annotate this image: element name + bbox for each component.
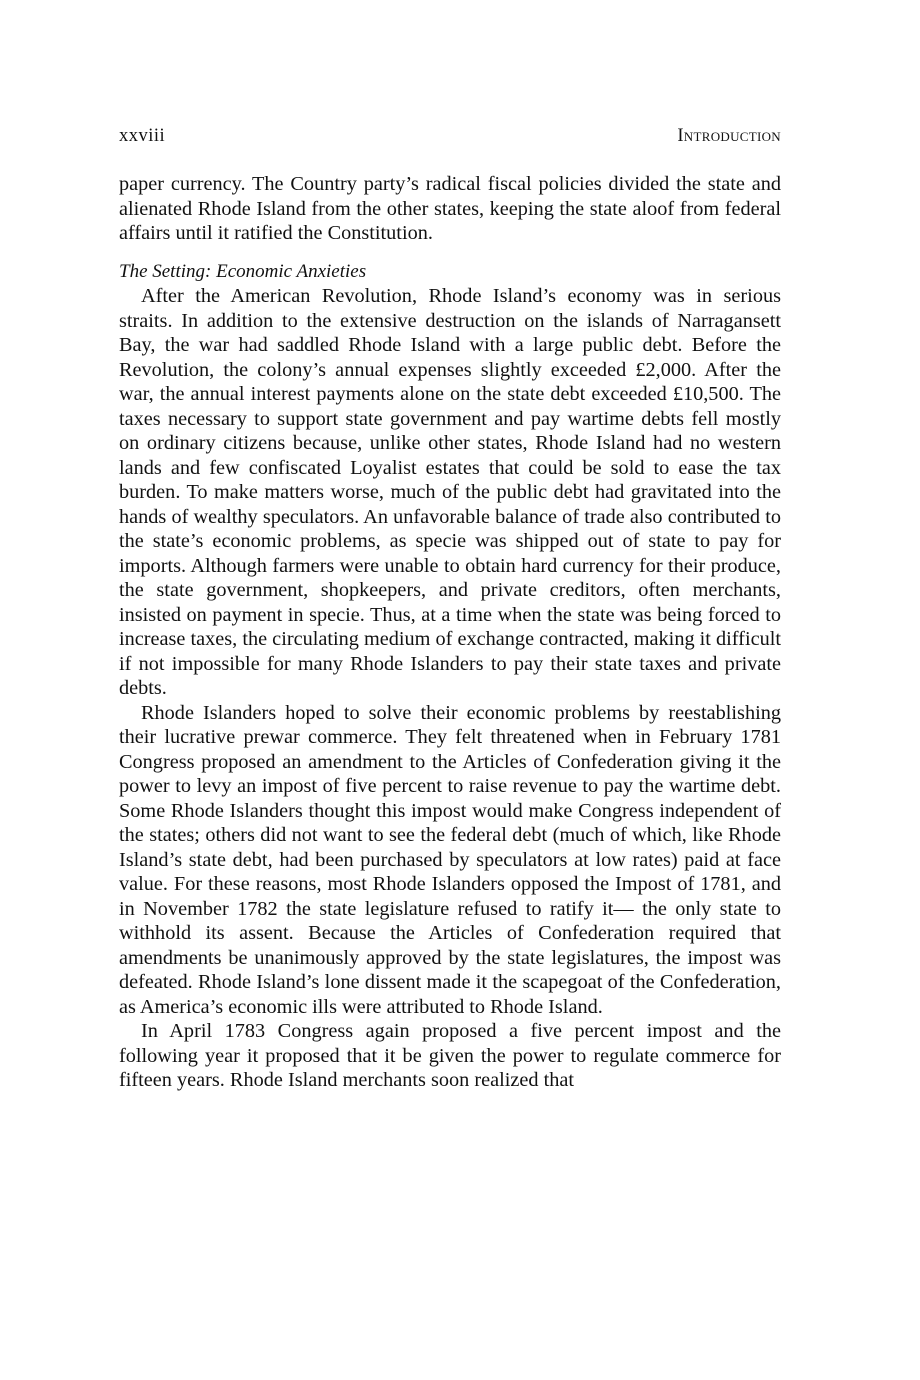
subheading: The Setting: Economic Anxieties [119,260,367,282]
paragraph: After the American Revolution, Rhode Island’s economy was in serious straits. In addition to the extensive destruction on the islands of Narragansett Bay, the war had saddled Rhode Island with a large public debt. Before the Revolution, the colony’s annual expenses slightly exceeded £2,000. After the war, the annual interest payments alone on the state debt exceeded £10,500. The taxes necessary to support state government and pay wartime debts fell mostly on ordinary citizens because, unlike other states, Rhode Island had no western lands and few confiscated Loyalist estates that could be sold to ease the tax burden. To make matters worse, much of the public debt had gravitated into the hands of wealthy speculators. An unfavorable balance of trade also contributed to the state’s economic problems, as specie was shipped out of state to pay for imports. Although farmers were unable to obtain hard currency for their produce, the state government, shopkeepers, and private creditors, often merchants, insisted on payment in specie. Thus, at a time when the state was being forced to increase taxes, the circulating medium of exchange contracted, making it difficult if not impossible for many Rhode Islanders to pay their state taxes and private debts. [119,285,781,699]
running-head [119,124,781,148]
book-page [119,124,781,1093]
body-text [119,172,781,1093]
page-number: xxviii [119,126,166,146]
paragraph-continued: paper currency. The Country party’s radical fiscal policies divided the state and alienated Rhode Island from the other states, keeping the state aloof from federal affairs until it ratified the Constitution. [119,173,781,244]
paragraph: In April 1783 Congress again proposed a five percent impost and the following year it proposed that it be given the power to regulate commerce for fifteen years. Rhode Island merchants soon realized that [119,1020,781,1091]
paragraph: Rhode Islanders hoped to solve their economic problems by reestablishing their lucrative prewar commerce. They felt threatened when in February 1781 Congress proposed an amendment to the Articles of Confederation giving it the power to levy an impost of five percent to raise revenue to pay the wartime debt. Some Rhode Islanders thought this impost would make Congress independent of the states; others did not want to see the federal debt (much of which, like Rhode Island’s state debt, had been purchased by speculators at low rates) paid at face value. For these reasons, most Rhode Islanders opposed the Impost of 1781, and in November 1782 the state legislature refused to ratify it— the only state to withhold its assent. Because the Articles of Confederation required that amendments be unanimously approved by the state legislatures, the impost was defeated. Rhode Island’s lone dissent made it the scapegoat of the Confederation, as America’s economic ills were attributed to Rhode Island. [119,701,781,1018]
section-title: Introduction [677,126,781,146]
